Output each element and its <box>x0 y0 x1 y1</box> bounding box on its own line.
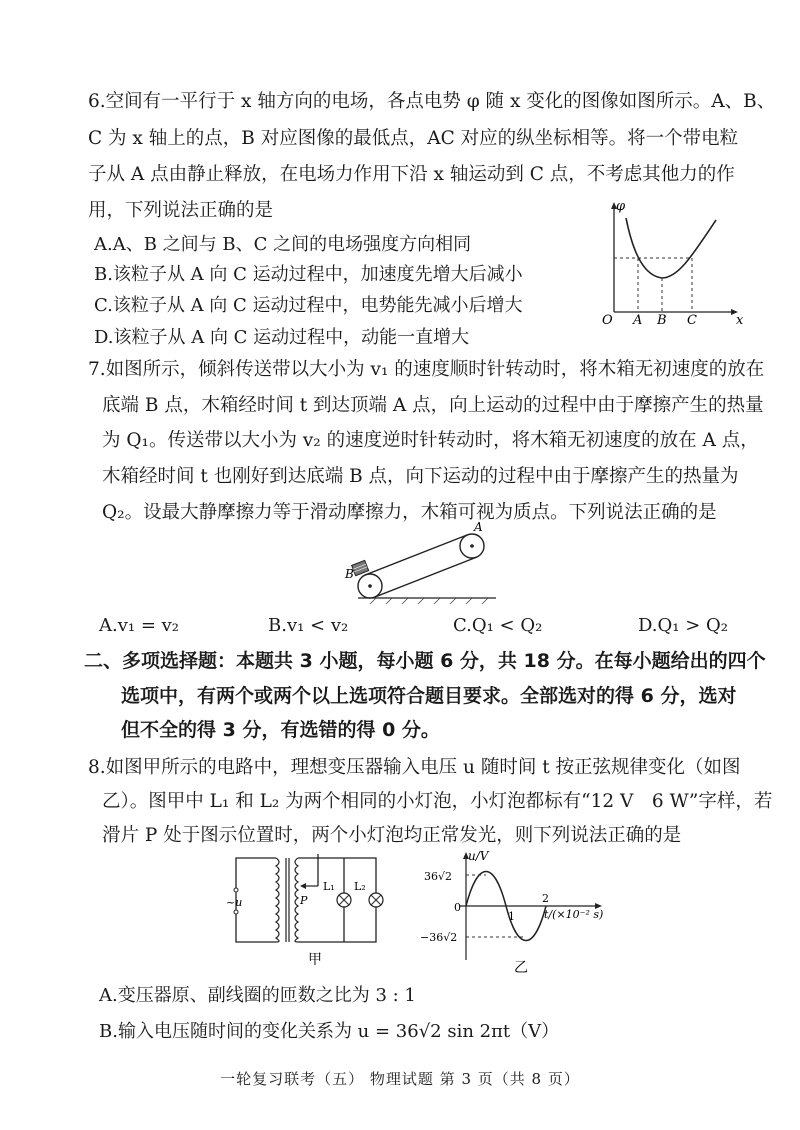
label-b: B <box>345 567 354 581</box>
q8-option-b: B.输入电压随时间的变化关系为 u = 36√2 sin 2πt（V） <box>99 1021 560 1042</box>
q7-option-b: B.v₁ < v₂ <box>268 615 349 636</box>
t-axis-label: t/(×10⁻² s) <box>544 908 604 921</box>
belt-lower <box>375 557 477 597</box>
q7-option-a: A.v₁ = v₂ <box>99 615 180 636</box>
q6-line-1: 6.空间有一平行于 x 轴方向的电场，各点电势 φ 随 x 变化的图像如图所示。A、B、 <box>88 91 776 112</box>
label-a: A <box>474 522 483 534</box>
ground-hatch <box>370 598 488 604</box>
lamp2-label: L₂ <box>354 880 366 893</box>
q7-option-c: C.Q₁ < Q₂ <box>453 615 543 636</box>
slider-arrow <box>300 883 306 889</box>
phi-label: φ <box>616 200 626 214</box>
source-label: ~u <box>226 896 243 909</box>
q7-line-5: Q₂。设最大静摩擦力等于滑动摩擦力，木箱可视为质点。下列说法正确的是 <box>102 502 717 523</box>
potential-curve <box>626 218 716 278</box>
q7-line-4: 木箱经时间 t 也刚好到达底端 B 点，向下运动的过程中由于摩擦产生的热量为 <box>102 466 739 487</box>
tick-b: B <box>657 313 667 324</box>
tick-c: C <box>687 313 697 324</box>
q6-option-b: B.该粒子从 A 向 C 运动过程中，加速度先增大后减小 <box>94 264 523 285</box>
q6-option-a: A.A、B 之间与 B、C 之间的电场强度方向相同 <box>94 234 472 255</box>
y-top-label: 36√2 <box>424 870 453 883</box>
tick-1: 1 <box>508 910 515 923</box>
belt-upper <box>365 535 467 575</box>
tick-a: A <box>633 313 643 324</box>
q8-option-a: A.变压器原、副线圈的匝数之比为 3 : 1 <box>99 985 416 1006</box>
x-label: x <box>736 313 744 324</box>
q7-line-2: 底端 B 点，木箱经时间 t 到达顶端 A 点，向上运动的过程中由于摩擦产生的热量 <box>102 395 764 416</box>
page-footer: 一轮复习联考（五） 物理试题 第 3 页（共 8 页） <box>220 1070 580 1088</box>
section2-line-3: 但不全的得 3 分，有选错的得 0 分。 <box>121 719 440 741</box>
q6-line-2: C 为 x 轴上的点，B 对应图像的最低点，AC 对应的纵坐标相等。将一个带电粒 <box>88 128 739 149</box>
primary-coil <box>276 858 279 942</box>
q8-line-2: 乙）。图甲中 L₁ 和 L₂ 为两个相同的小灯泡，小灯泡都标有“12 V 6 W”字样，若 <box>102 791 773 812</box>
section2-line-2: 选项中，有两个或两个以上选项符合题目要求。全部选对的得 6 分，选对 <box>121 685 737 707</box>
section2-line-1: 二、多项选择题：本题共 3 小题，每小题 6 分，共 18 分。在每小题给出的四个 <box>84 650 766 672</box>
secondary-coil <box>295 858 298 942</box>
graph-caption: 乙 <box>514 960 528 976</box>
q6-line-4: 用，下列说法正确的是 <box>88 200 274 221</box>
origin-label: O <box>602 313 613 324</box>
origin-label: 0 <box>454 901 461 914</box>
q6-option-d: D.该粒子从 A 向 C 运动过程中，动能一直增大 <box>94 327 470 348</box>
circuit-caption: 甲 <box>308 952 322 968</box>
q7-conveyor-figure <box>336 522 516 608</box>
q8-line-1: 8.如图甲所示的电路中，理想变压器输入电压 u 随时间 t 按正弦规律变化（如图 <box>88 757 741 778</box>
u-axis-label: u/V <box>468 850 489 863</box>
q6-line-3: 子从 A 点由静止释放，在电场力作用下沿 x 轴运动到 C 点，不考虑其他力的作 <box>88 164 735 185</box>
q6-potential-graph <box>596 200 746 324</box>
tick-2: 2 <box>542 892 549 905</box>
lamp1-label: L₁ <box>323 880 335 893</box>
q8-line-3: 滑片 P 处于图示位置时，两个小灯泡均正常发光，则下列说法正确的是 <box>102 825 682 846</box>
y-bottom-label: −36√2 <box>420 931 458 944</box>
q7-line-3: 为 Q₁。传送带以大小为 v₂ 的速度逆时针转动时，将木箱无初速度的放在 A 点， <box>102 430 759 451</box>
slider-label: P <box>300 894 308 907</box>
q8-voltage-graph <box>420 850 620 976</box>
wooden-box <box>352 560 369 575</box>
q8-circuit-diagram <box>226 852 396 972</box>
q6-option-c: C.该粒子从 A 向 C 运动过程中，电势能先减小后增大 <box>94 295 523 316</box>
q7-line-1: 7.如图所示，倾斜传送带以大小为 v₁ 的速度顺时针转动时，将木箱无初速度的放在 <box>88 359 765 380</box>
q7-option-d: D.Q₁ > Q₂ <box>638 615 728 636</box>
